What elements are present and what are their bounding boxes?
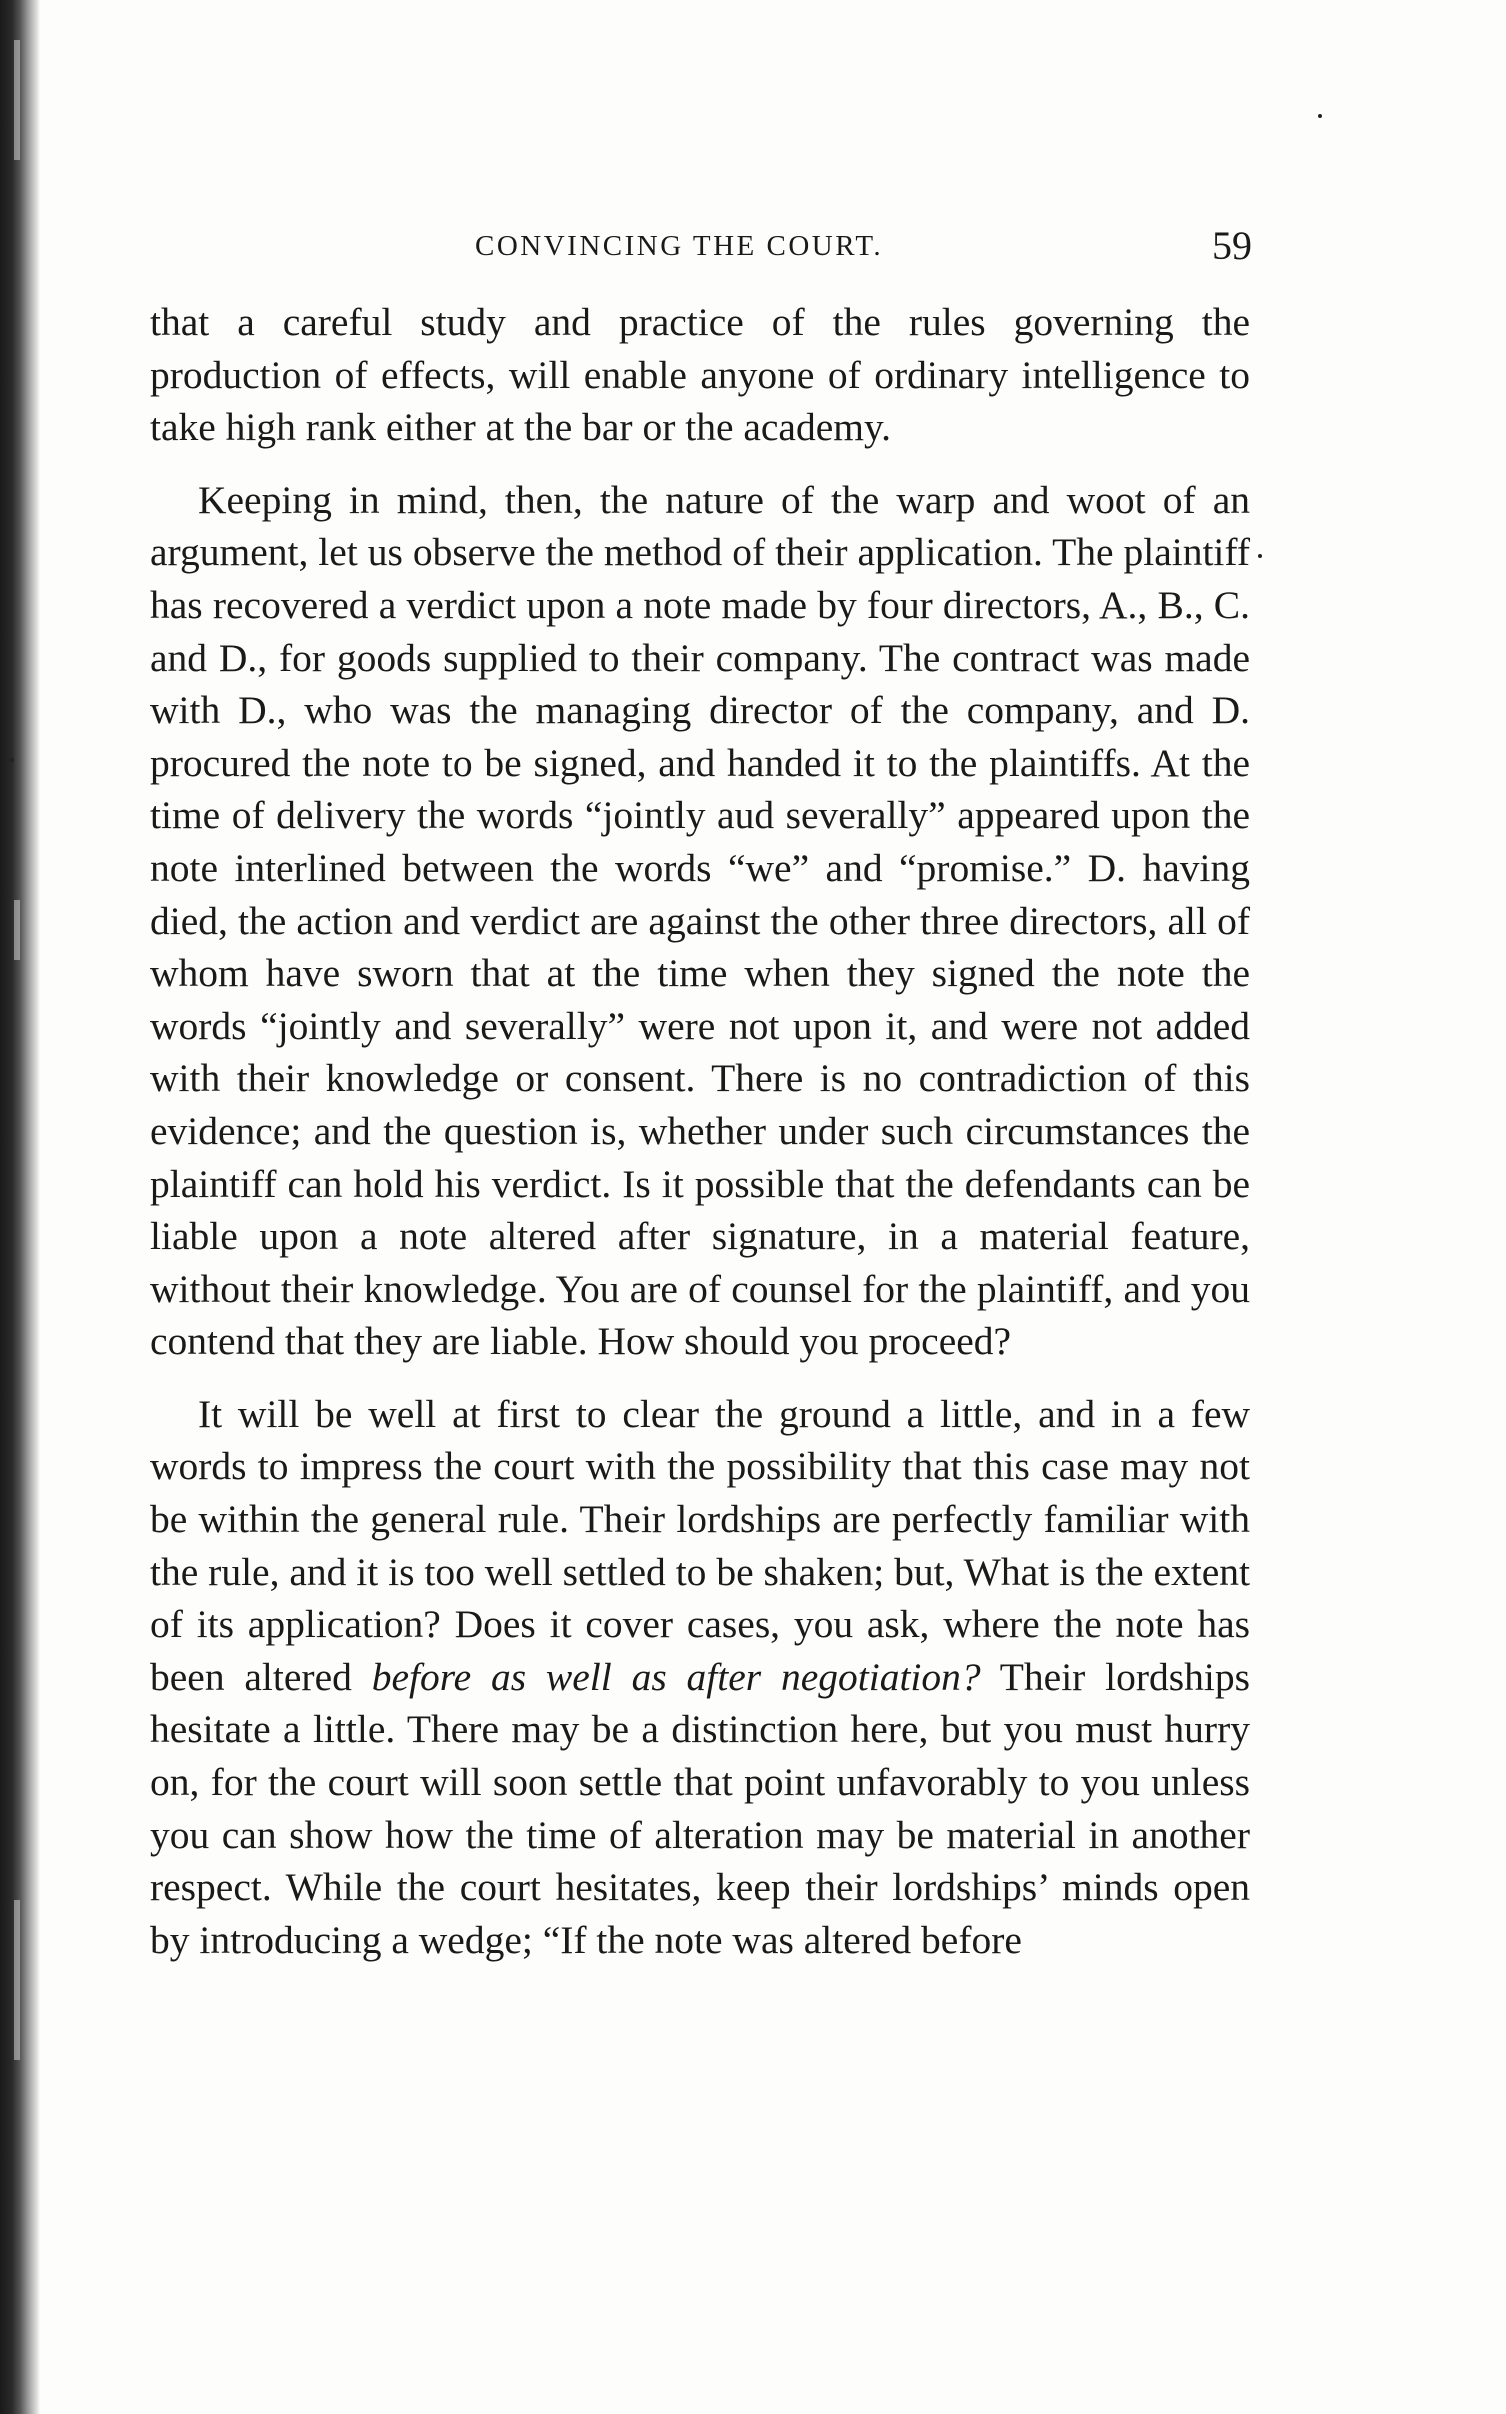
binding-edge xyxy=(0,0,40,2414)
ink-fleck xyxy=(1318,114,1322,118)
running-head xyxy=(150,222,1250,272)
running-title: CONVINCING THE COURT. xyxy=(475,230,884,262)
ink-fleck xyxy=(1258,554,1262,558)
body-text xyxy=(150,296,1250,1966)
binding-speckle xyxy=(14,40,20,160)
ink-fleck xyxy=(10,758,14,762)
binding-speckle xyxy=(14,1900,20,2060)
paragraph: that a careful study and practice of the rules governing the production of effects, will enable anyone of ordinary intelligence to take high rank either at the bar or the academy. xyxy=(150,300,1250,450)
paragraph: Keeping in mind, then, the nature of the warp and woot of an argument, let us observe the method of their application. The plaintiff has recovered a verdict upon a note made by four directors, A., B., C. and D., for goods supplied to their company. The contract was made with D., who was the managing director of the company, and D. procured the note to be signed, and handed it to the plaintiffs. At the time of delivery the words “jointly aud severally” appeared upon the note interlined between the words “we” and “promise.” D. having died, the action and verdict are against the other three directors, all of whom have sworn that at the time when they signed the note the words “jointly and severally” were not upon it, and were not added with their knowledge or consent. There is no contradiction of this evidence; and the question is, whether under such circumstances the plaintiff can hold his verdict. Is it possible that the defendants can be liable upon a note altered after signature, in a material feature, without their knowledge. You are of counsel for the plaintiff, and you contend that they are liable. How should you proceed? xyxy=(150,477,1250,1364)
page-number: 59 xyxy=(1212,223,1252,268)
paragraph xyxy=(150,1388,1250,1967)
paragraph-text: Their lordships hesitate a little. There may be a distinction here, but you must hurry on, for the court will soon settle that point unfavorably to you unless you can show how the time of alteration may be material in another respect. While the court hesitates, keep their lordships’ minds open by introducing a wedge; “If the note was altered before xyxy=(150,1654,1251,1962)
binding-speckle xyxy=(14,900,20,960)
italic-phrase: before as well as after negotiation? xyxy=(371,1654,981,1699)
paragraph-text: It will be well at first to clear the ground a little, and in a few words to impress the court with the possibility that this case may not be within the general rule. Their lordships are perfectly familiar with the rule, and it is too well settled to be shaken; but, What is the extent of its application? Does it cover cases, you ask, where the note has been altered xyxy=(150,1391,1250,1699)
